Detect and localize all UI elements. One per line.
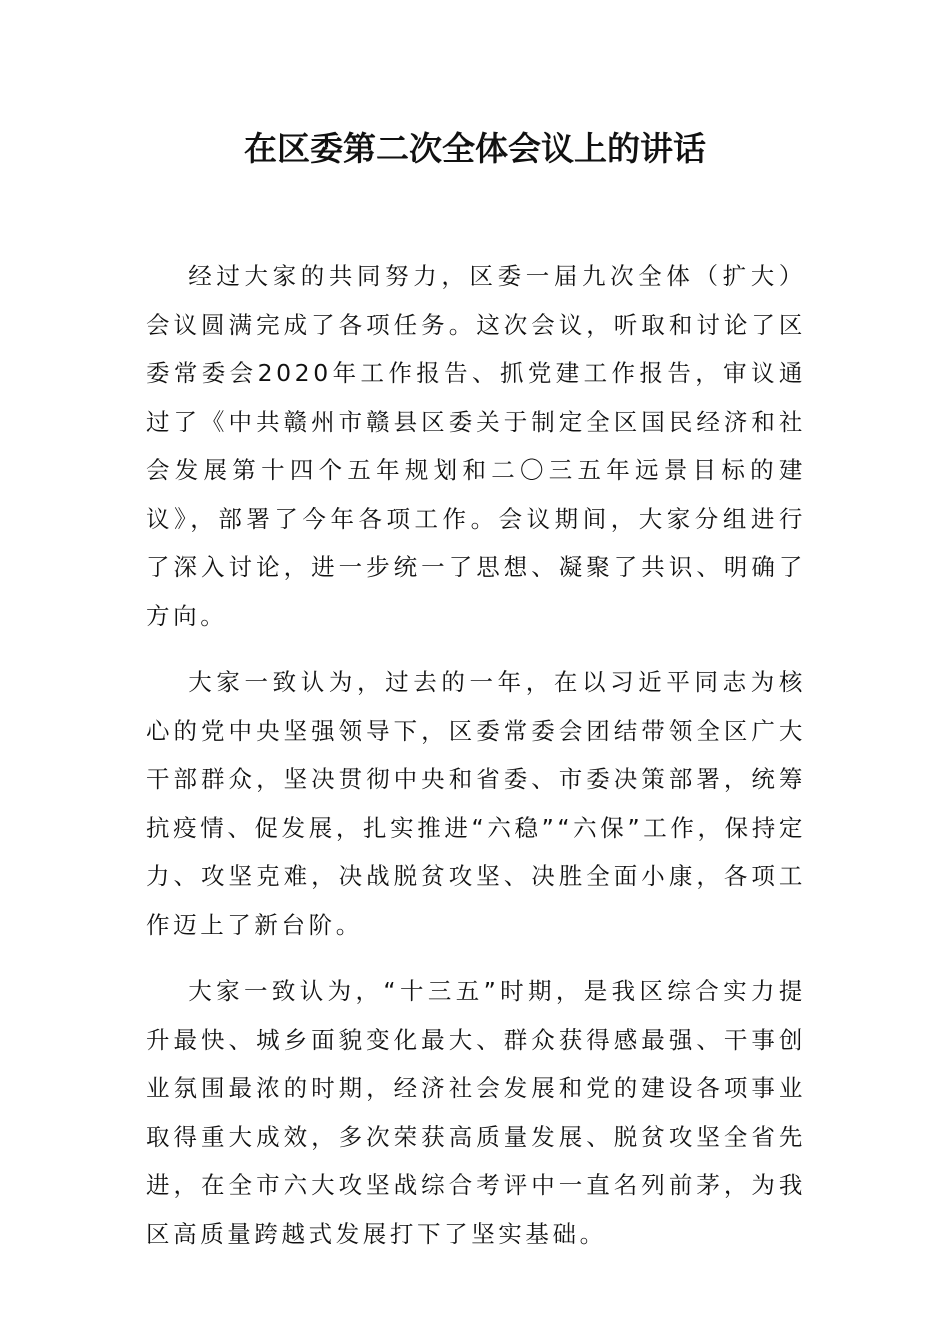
paragraph-2: 大家一致认为，过去的一年，在以习近平同志为核心的党中央坚强领导下，区委常委会团结带领全区广大干部群众，坚决贯彻中央和省委、市委决策部署，统筹抗疫情、促发展，扎实推进“六稳”“六保”工作，保持定力、攻坚克难，决战脱贫攻坚、决胜全面小康，各项工作迈上了新台阶。: [146, 668, 806, 939]
document-title: 在区委第二次全体会议上的讲话: [244, 129, 706, 168]
document-body: [146, 252, 806, 1276]
paragraph-3: 大家一致认为，“十三五”时期，是我区综合实力提升最快、城乡面貌变化最大、群众获得感最强、干事创业氛围最浓的时期，经济社会发展和党的建设各项事业取得重大成效，多次荣获高质量发展、脱贫攻坚全省先进，在全市六大攻坚战综合考评中一直名列前茅，为我区高质量跨越式发展打下了坚实基础。: [146, 977, 806, 1248]
paragraph-1: 经过大家的共同努力，区委一届九次全体（扩大）会议圆满完成了各项任务。这次会议，听取和讨论了区委常委会2020年工作报告、抓党建工作报告，审议通过了《中共赣州市赣县区委关于制定全区国民经济和社会发展第十四个五年规划和二〇三五年远景目标的建议》，部署了今年各项工作。会议期间，大家分组进行了深入讨论，进一步统一了思想、凝聚了共识、明确了方向。: [146, 262, 806, 630]
